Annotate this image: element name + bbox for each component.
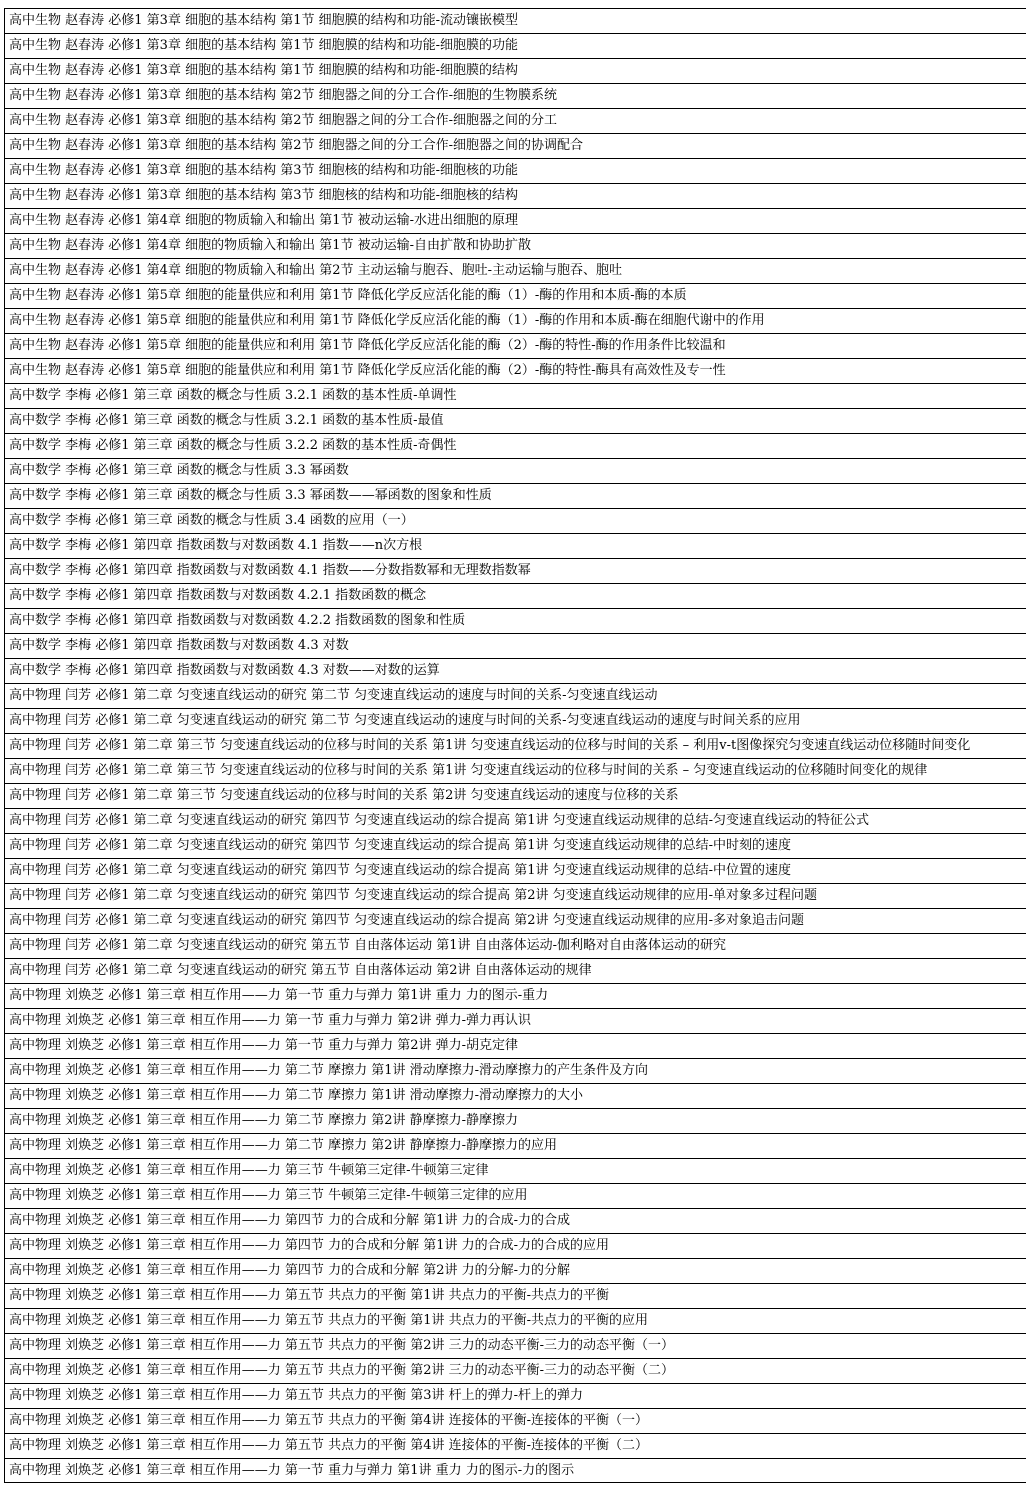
table-row: 高中物理 闫芳 必修1 第二章 匀变速直线运动的研究 第四节 匀变速直线运动的综合提高 第1讲 匀变速直线运动规律的总结-中时刻的速度 [5, 834, 1026, 859]
table-row: 高中物理 刘焕芝 必修1 第三章 相互作用——力 第五节 共点力的平衡 第1讲 共点力的平衡-共点力的平衡 [5, 1284, 1026, 1309]
table-row: 高中物理 刘焕芝 必修1 第三章 相互作用——力 第二节 摩擦力 第2讲 静摩擦力-静摩擦力 [5, 1109, 1026, 1134]
table-row: 高中数学 李梅 必修1 第四章 指数函数与对数函数 4.1 指数——分数指数幂和无理数指数幂 [5, 559, 1026, 584]
table-row: 高中生物 赵春涛 必修1 第3章 细胞的基本结构 第2节 细胞器之间的分工合作-细胞的生物膜系统 [5, 84, 1026, 109]
table-row: 高中物理 刘焕芝 必修1 第三章 相互作用——力 第五节 共点力的平衡 第1讲 共点力的平衡-共点力的平衡的应用 [5, 1309, 1026, 1334]
table-row: 高中物理 闫芳 必修1 第二章 匀变速直线运动的研究 第四节 匀变速直线运动的综合提高 第1讲 匀变速直线运动规律的总结-匀变速直线运动的特征公式 [5, 809, 1026, 834]
table-row: 高中生物 赵春涛 必修1 第5章 细胞的能量供应和利用 第1节 降低化学反应活化能的酶（2）-酶的特性-酶的作用条件比较温和 [5, 334, 1026, 359]
table-row: 高中物理 闫芳 必修1 第二章 匀变速直线运动的研究 第二节 匀变速直线运动的速度与时间的关系-匀变速直线运动 [5, 684, 1026, 709]
table-row: 高中数学 李梅 必修1 第四章 指数函数与对数函数 4.2.1 指数函数的概念 [5, 584, 1026, 609]
table-row: 高中数学 李梅 必修1 第四章 指数函数与对数函数 4.2.2 指数函数的图象和性质 [5, 609, 1026, 634]
table-row: 高中生物 赵春涛 必修1 第3章 细胞的基本结构 第3节 细胞核的结构和功能-细胞核的结构 [5, 184, 1026, 209]
table-row: 高中数学 李梅 必修1 第四章 指数函数与对数函数 4.3 对数——对数的运算 [5, 659, 1026, 684]
table-row: 高中生物 赵春涛 必修1 第3章 细胞的基本结构 第1节 细胞膜的结构和功能-细胞膜的结构 [5, 59, 1026, 84]
table-row: 高中生物 赵春涛 必修1 第3章 细胞的基本结构 第1节 细胞膜的结构和功能-流动镶嵌模型 [5, 9, 1026, 34]
table-row: 高中生物 赵春涛 必修1 第4章 细胞的物质输入和输出 第1节 被动运输-水进出细胞的原理 [5, 209, 1026, 234]
table-row: 高中物理 刘焕芝 必修1 第三章 相互作用——力 第二节 摩擦力 第1讲 滑动摩擦力-滑动摩擦力的大小 [5, 1084, 1026, 1109]
table-row: 高中物理 刘焕芝 必修1 第三章 相互作用——力 第四节 力的合成和分解 第1讲 力的合成-力的合成 [5, 1209, 1026, 1234]
table-row: 高中物理 闫芳 必修1 第二章 匀变速直线运动的研究 第二节 匀变速直线运动的速度与时间的关系-匀变速直线运动的速度与时间关系的应用 [5, 709, 1026, 734]
table-row: 高中物理 刘焕芝 必修1 第三章 相互作用——力 第五节 共点力的平衡 第2讲 三力的动态平衡-三力的动态平衡（一） [5, 1334, 1026, 1359]
table-row: 高中数学 李梅 必修1 第三章 函数的概念与性质 3.4 函数的应用（一） [5, 509, 1026, 534]
table-row: 高中物理 刘焕芝 必修1 第三章 相互作用——力 第五节 共点力的平衡 第4讲 连接体的平衡-连接体的平衡（二） [5, 1434, 1026, 1459]
table-row: 高中物理 刘焕芝 必修1 第三章 相互作用——力 第五节 共点力的平衡 第4讲 连接体的平衡-连接体的平衡（一） [5, 1409, 1026, 1434]
table-row: 高中生物 赵春涛 必修1 第4章 细胞的物质输入和输出 第1节 被动运输-自由扩散和协助扩散 [5, 234, 1026, 259]
table-row: 高中生物 赵春涛 必修1 第3章 细胞的基本结构 第1节 细胞膜的结构和功能-细胞膜的功能 [5, 34, 1026, 59]
table-row: 高中物理 刘焕芝 必修1 第三章 相互作用——力 第二节 摩擦力 第2讲 静摩擦力-静摩擦力的应用 [5, 1134, 1026, 1159]
table-row: 高中物理 刘焕芝 必修1 第三章 相互作用——力 第一节 重力与弹力 第2讲 弹力-胡克定律 [5, 1034, 1026, 1059]
table-row: 高中物理 刘焕芝 必修1 第三章 相互作用——力 第一节 重力与弹力 第1讲 重力 力的图示-力的图示 [9, 1463, 575, 1478]
table-row: 高中生物 赵春涛 必修1 第3章 细胞的基本结构 第2节 细胞器之间的分工合作-细胞器之间的协调配合 [5, 134, 1026, 159]
table-row: 高中物理 刘焕芝 必修1 第三章 相互作用——力 第五节 共点力的平衡 第2讲 三力的动态平衡-三力的动态平衡（二） [5, 1359, 1026, 1384]
table-row: 高中生物 赵春涛 必修1 第5章 细胞的能量供应和利用 第1节 降低化学反应活化能的酶（2）-酶的特性-酶具有高效性及专一性 [5, 359, 1026, 384]
table-row: 高中物理 刘焕芝 必修1 第三章 相互作用——力 第三节 牛顿第三定律-牛顿第三定律 [5, 1159, 1026, 1184]
table-row: 高中物理 闫芳 必修1 第二章 匀变速直线运动的研究 第五节 自由落体运动 第1讲 自由落体运动-伽利略对自由落体运动的研究 [5, 934, 1026, 959]
table-row: 高中物理 闫芳 必修1 第二章 匀变速直线运动的研究 第四节 匀变速直线运动的综合提高 第2讲 匀变速直线运动规律的应用-单对象多过程问题 [5, 884, 1026, 909]
table-row: 高中生物 赵春涛 必修1 第3章 细胞的基本结构 第3节 细胞核的结构和功能-细胞核的功能 [5, 159, 1026, 184]
table-row: 高中数学 李梅 必修1 第三章 函数的概念与性质 3.2.1 函数的基本性质-最值 [5, 409, 1026, 434]
table-row: 高中物理 刘焕芝 必修1 第三章 相互作用——力 第三节 牛顿第三定律-牛顿第三定律的应用 [5, 1184, 1026, 1209]
table-row: 高中物理 闫芳 必修1 第二章 匀变速直线运动的研究 第四节 匀变速直线运动的综合提高 第2讲 匀变速直线运动规律的应用-多对象追击问题 [5, 909, 1026, 934]
table-row: 高中数学 李梅 必修1 第四章 指数函数与对数函数 4.3 对数 [5, 634, 1026, 659]
table-row: 高中生物 赵春涛 必修1 第3章 细胞的基本结构 第2节 细胞器之间的分工合作-细胞器之间的分工 [5, 109, 1026, 134]
table-row: 高中物理 刘焕芝 必修1 第三章 相互作用——力 第一节 重力与弹力 第2讲 弹力-弹力再认识 [5, 1009, 1026, 1034]
table-row: 高中数学 李梅 必修1 第三章 函数的概念与性质 3.3 幂函数——幂函数的图象和性质 [5, 484, 1026, 509]
table-row: 高中数学 李梅 必修1 第三章 函数的概念与性质 3.3 幂函数 [5, 459, 1026, 484]
table-row: 高中数学 李梅 必修1 第三章 函数的概念与性质 3.2.2 函数的基本性质-奇偶性 [5, 434, 1026, 459]
table-row: 高中数学 李梅 必修1 第三章 函数的概念与性质 3.2.1 函数的基本性质-单调性 [5, 384, 1026, 409]
table-row: 高中物理 闫芳 必修1 第二章 第三节 匀变速直线运动的位移与时间的关系 第1讲 匀变速直线运动的位移与时间的关系 – 利用v-t图像探究匀变速直线运动位移随时间变化 [5, 734, 1026, 759]
table-row: 高中生物 赵春涛 必修1 第5章 细胞的能量供应和利用 第1节 降低化学反应活化能的酶（1）-酶的作用和本质-酶的本质 [5, 284, 1026, 309]
table-row: 高中物理 刘焕芝 必修1 第三章 相互作用——力 第四节 力的合成和分解 第2讲 力的分解-力的分解 [5, 1259, 1026, 1284]
table-row: 高中物理 闫芳 必修1 第二章 匀变速直线运动的研究 第四节 匀变速直线运动的综合提高 第1讲 匀变速直线运动规律的总结-中位置的速度 [5, 859, 1026, 884]
table-row: 高中物理 闫芳 必修1 第二章 第三节 匀变速直线运动的位移与时间的关系 第2讲 匀变速直线运动的速度与位移的关系 [5, 784, 1026, 809]
table-row: 高中物理 刘焕芝 必修1 第三章 相互作用——力 第五节 共点力的平衡 第3讲 杆上的弹力-杆上的弹力 [5, 1384, 1026, 1409]
table-row: 高中生物 赵春涛 必修1 第5章 细胞的能量供应和利用 第1节 降低化学反应活化能的酶（1）-酶的作用和本质-酶在细胞代谢中的作用 [5, 309, 1026, 334]
table-row: 高中物理 闫芳 必修1 第二章 第三节 匀变速直线运动的位移与时间的关系 第1讲 匀变速直线运动的位移与时间的关系 – 匀变速直线运动的位移随时间变化的规律 [5, 759, 1026, 784]
course-list-table [4, 8, 1026, 1483]
table-row: 高中数学 李梅 必修1 第四章 指数函数与对数函数 4.1 指数——n次方根 [5, 534, 1026, 559]
table-row: 高中物理 刘焕芝 必修1 第三章 相互作用——力 第一节 重力与弹力 第1讲 重力 力的图示-重力 [5, 984, 1026, 1009]
table-row: 高中物理 闫芳 必修1 第二章 匀变速直线运动的研究 第五节 自由落体运动 第2讲 自由落体运动的规律 [5, 959, 1026, 984]
table-row: 高中生物 赵春涛 必修1 第4章 细胞的物质输入和输出 第2节 主动运输与胞吞、胞吐-主动运输与胞吞、胞吐 [5, 259, 1026, 284]
table-row: 高中物理 刘焕芝 必修1 第三章 相互作用——力 第二节 摩擦力 第1讲 滑动摩擦力-滑动摩擦力的产生条件及方向 [5, 1059, 1026, 1084]
table-row: 高中物理 刘焕芝 必修1 第三章 相互作用——力 第四节 力的合成和分解 第1讲 力的合成-力的合成的应用 [5, 1234, 1026, 1259]
